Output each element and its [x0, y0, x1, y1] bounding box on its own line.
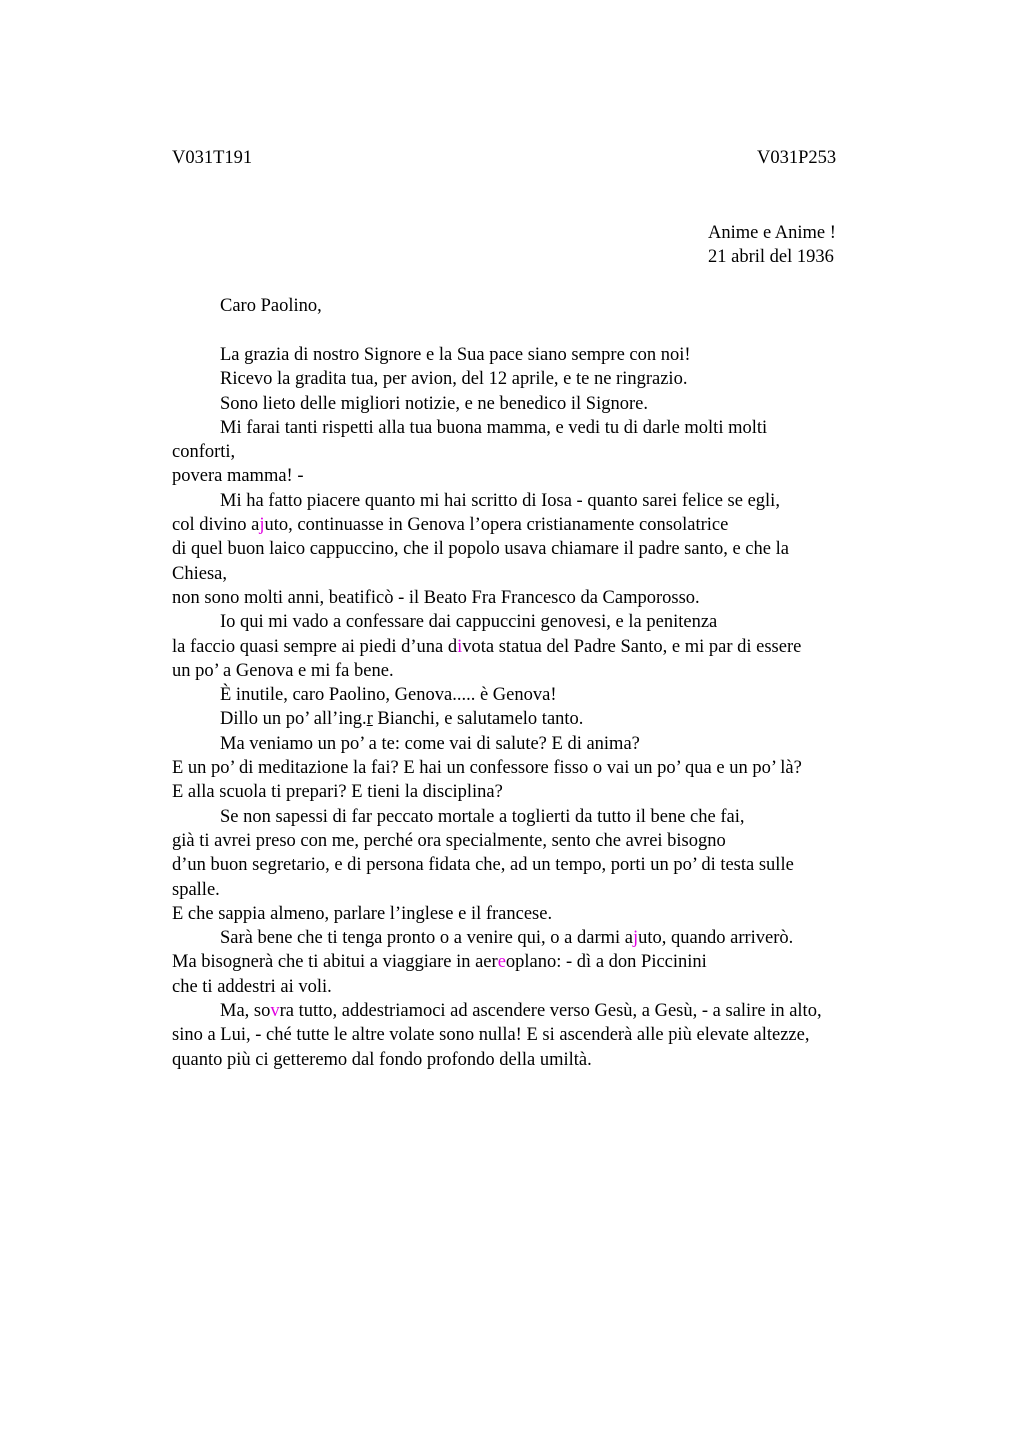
body-line — [172, 950, 912, 974]
salutation: Caro Paolino, — [220, 296, 322, 316]
heading-date: 21 abril del 1936 — [708, 247, 834, 267]
highlighted-correction: i — [457, 636, 463, 657]
body-line: E alla scuola ti prepari? E tieni la disciplina? — [172, 782, 503, 803]
body-line: Ma veniamo un po’ a te: come vai di salute? E di anima? — [220, 733, 640, 754]
document-code-left: V031T191 — [172, 148, 253, 168]
body-line: conforti, — [172, 442, 236, 463]
body-line: spalle. — [172, 879, 220, 900]
body-text-run: oplano: - dì a don Piccinini — [505, 952, 707, 973]
body-line: non sono molti anni, beatificò - il Beato Fra Francesco da Camporosso. — [172, 587, 700, 608]
body-line: di quel buon laico cappuccino, che il popolo usava chiamare il padre santo, e che la — [172, 539, 789, 560]
body-line: povera mamma! - — [172, 466, 304, 487]
highlighted-correction: j — [633, 928, 639, 949]
body-line — [172, 635, 912, 659]
body-text-run: Ma bisognerà che ti abitui a viaggiare in aer — [172, 952, 498, 973]
highlighted-correction: v — [270, 1001, 280, 1022]
heading-place: Anime e Anime ! — [708, 223, 836, 243]
body-text-run: ra tutto, addestriamoci ad ascendere verso Gesù, a Gesù, - a salire in alto, — [279, 1001, 822, 1022]
body-text-run: uto, continuasse in Genova l’opera cristianamente consolatrice — [264, 515, 729, 536]
body-text-run: Ma, so — [220, 1001, 271, 1022]
body-line: E che sappia almeno, parlare l’inglese e il francese. — [172, 903, 553, 924]
body-line: d’un buon segretario, e di persona fidata che, ad un tempo, porti un po’ di testa sulle — [172, 855, 794, 876]
body-line — [172, 999, 912, 1023]
body-text-run: col divino a — [172, 515, 260, 536]
body-line: Mi ha fatto piacere quanto mi hai scritto di Iosa - quanto sarei felice se egli, — [220, 490, 780, 511]
body-line — [172, 926, 912, 950]
body-line: È inutile, caro Paolino, Genova..... è Genova! — [220, 685, 557, 706]
body-text-run: Sarà bene che ti tenga pronto o a venire qui, o a darmi a — [220, 928, 634, 949]
body-line: già ti avrei preso con me, perché ora specialmente, sento che avrei bisogno — [172, 830, 726, 851]
body-text-run: Dillo un po’ all’ing. — [220, 709, 367, 730]
body-text-run: vota statua del Padre Santo, e mi par di essere — [462, 636, 802, 657]
letter-heading — [708, 221, 836, 269]
body-line — [172, 707, 912, 731]
body-line: Sono lieto delle migliori notizie, e ne benedico il Signore. — [220, 393, 648, 414]
body-line: Se non sapessi di far peccato mortale a toglierti da tutto il bene che fai, — [220, 806, 745, 827]
body-line: Ricevo la gradita tua, per avion, del 12 aprile, e te ne ringrazio. — [220, 369, 688, 390]
body-line: Chiesa, — [172, 563, 227, 584]
body-line: sino a Lui, - ché tutte le altre volate sono nulla! E si ascenderà alle più elevate altezze, — [172, 1025, 810, 1046]
body-text-run: uto, quando arriverò. — [638, 928, 794, 949]
body-text-run: Bianchi, e salutamelo tanto. — [372, 709, 584, 730]
underlined-abbreviation: r — [366, 709, 373, 730]
highlighted-correction: j — [259, 515, 265, 536]
letter-body — [172, 343, 912, 1072]
body-line: La grazia di nostro Signore e la Sua pace siano sempre con noi! — [220, 345, 691, 365]
body-line: Io qui mi vado a confessare dai cappuccini genovesi, e la penitenza — [220, 612, 718, 633]
highlighted-correction: e — [497, 952, 506, 973]
body-line: quanto più ci getteremo dal fondo profondo della umiltà. — [172, 1049, 592, 1070]
body-line: Mi farai tanti rispetti alla tua buona mamma, e vedi tu di darle molti molti — [220, 417, 768, 438]
body-line: un po’ a Genova e mi fa bene. — [172, 660, 394, 681]
body-line: E un po’ di meditazione la fai? E hai un confessore fisso o vai un po’ qua e un po’ là? — [172, 758, 802, 779]
document-code-right: V031P253 — [757, 148, 837, 168]
body-line: che ti addestri ai voli. — [172, 976, 332, 997]
body-line — [172, 513, 912, 537]
body-text-run: la faccio quasi sempre ai piedi d’una d — [172, 636, 458, 657]
